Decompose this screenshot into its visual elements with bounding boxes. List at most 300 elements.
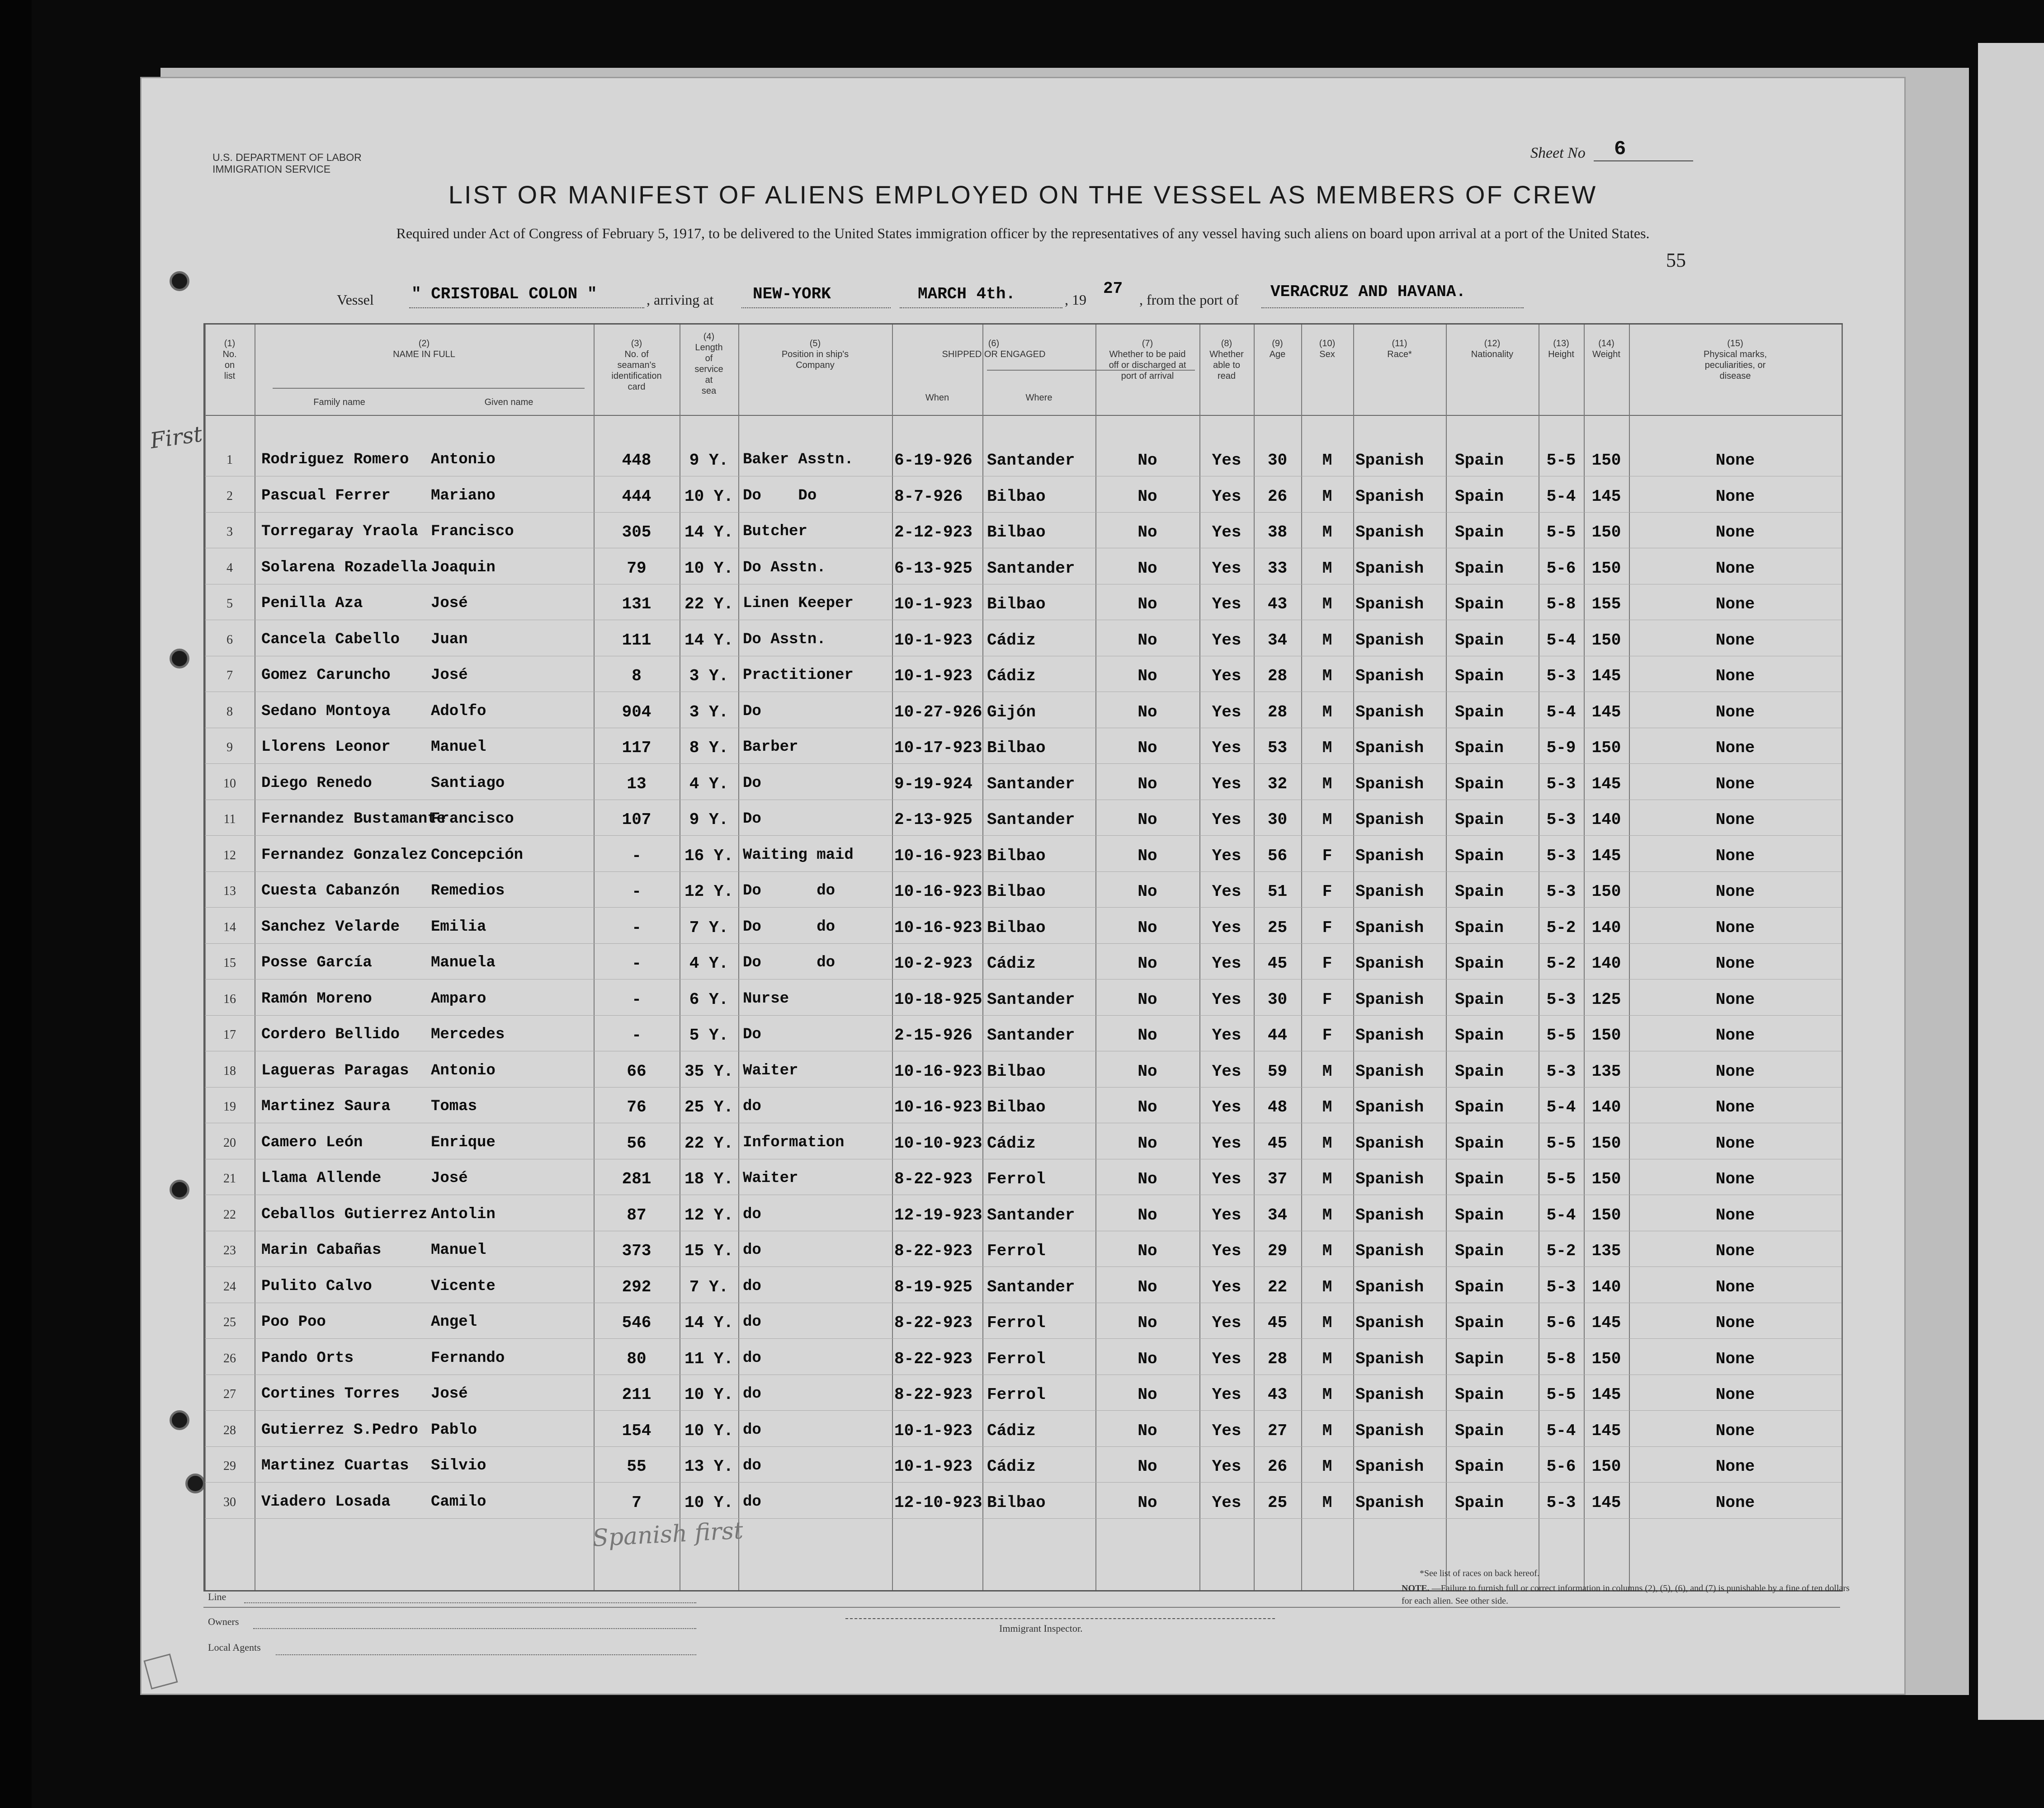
table-cell-sex: M — [1322, 739, 1332, 757]
table-cell-when: 10-17-923 — [894, 739, 982, 757]
table-cell-when: 12-10-923 — [894, 1493, 982, 1512]
table-cell-paid: No — [1138, 1062, 1157, 1081]
table-cell-height: 5-2 — [1546, 918, 1576, 937]
table-cell-family: Pando Orts — [261, 1349, 354, 1367]
table-cell-service: 12 Y. — [684, 882, 734, 901]
arriving-port: NEW-YORK — [753, 285, 831, 303]
table-cell-given: Francisco — [431, 523, 514, 540]
table-cell-position: do — [743, 1277, 761, 1295]
table-cell-card: 80 — [627, 1349, 647, 1368]
table-cell-when: 10-16-923 — [894, 882, 982, 901]
stamp-55: 55 — [1666, 249, 1686, 271]
table-cell-marks: None — [1715, 990, 1755, 1009]
table-cell-card: - — [632, 882, 642, 901]
table-cell-card: - — [632, 954, 642, 973]
table-cell-paid: No — [1138, 523, 1157, 541]
table-cell-position: Butcher — [743, 523, 807, 540]
arriving-label: , arriving at — [647, 292, 714, 308]
table-cell-service: 9 Y. — [689, 810, 729, 829]
table-cell-marks: None — [1715, 1457, 1755, 1476]
table-cell-weight: 145 — [1591, 1493, 1621, 1512]
table-cell-read: Yes — [1212, 1314, 1242, 1332]
table-cell-card: 546 — [622, 1314, 651, 1332]
vessel-label: Vessel — [337, 292, 374, 308]
table-cell-sex: M — [1322, 774, 1332, 793]
table-cell-given: José — [431, 1170, 468, 1187]
table-cell-race: Spanish — [1355, 451, 1424, 470]
table-cell-marks: None — [1715, 631, 1755, 650]
table-cell-read: Yes — [1212, 451, 1242, 470]
col-header-read: (8) Whether able to read — [1209, 339, 1244, 381]
table-cell-sex: M — [1322, 1493, 1332, 1512]
table-cell-given: Concepción — [431, 846, 524, 864]
table-cell-sex: F — [1322, 846, 1332, 865]
table-cell-race: Spanish — [1355, 1277, 1424, 1296]
table-cell-given: José — [431, 667, 468, 684]
table-cell-family: Ramón Moreno — [261, 990, 372, 1008]
table-cell-service: 4 Y. — [689, 954, 729, 973]
table-cell-given: José — [431, 1385, 468, 1403]
table-cell-family: Cordero Bellido — [261, 1026, 400, 1043]
table-cell-position: Do Asstn. — [743, 559, 826, 576]
table-cell-service: 10 Y. — [684, 559, 734, 578]
table-cell-marks: None — [1715, 954, 1755, 973]
table-cell-race: Spanish — [1355, 1493, 1424, 1512]
table-cell-family: Viadero Losada — [261, 1493, 391, 1511]
table-cell-race: Spanish — [1355, 1170, 1424, 1188]
table-cell-read: Yes — [1212, 667, 1242, 685]
table-cell-height: 5-3 — [1546, 810, 1576, 829]
table-cell-service: 4 Y. — [689, 774, 729, 793]
table-cell-family: Rodriguez Romero — [261, 451, 409, 468]
table-cell-no: 7 — [227, 669, 233, 683]
table-cell-height: 5-3 — [1546, 1062, 1576, 1081]
table-cell-sex: M — [1322, 667, 1332, 685]
table-cell-marks: None — [1715, 702, 1755, 721]
table-cell-card: 76 — [627, 1098, 647, 1116]
col-header-nationality: (12) Nationality — [1471, 339, 1514, 359]
col-header-height: (13) Height — [1548, 339, 1574, 359]
table-cell-weight: 140 — [1591, 954, 1621, 973]
table-cell-position: Do do — [743, 954, 836, 971]
table-cell-where: Bilbao — [987, 846, 1046, 865]
table-cell-when: 8-22-923 — [894, 1385, 972, 1404]
table-cell-no: 18 — [223, 1064, 236, 1078]
table-cell-no: 13 — [223, 884, 236, 898]
footer-agents-field — [276, 1654, 696, 1655]
table-cell-when: 10-1-923 — [894, 1457, 972, 1476]
table-cell-read: Yes — [1212, 954, 1242, 973]
table-cell-given: Fernando — [431, 1349, 505, 1367]
table-cell-given: Juan — [431, 631, 468, 648]
table-cell-when: 2-13-925 — [894, 810, 972, 829]
table-cell-weight: 145 — [1591, 667, 1621, 685]
table-cell-read: Yes — [1212, 739, 1242, 757]
table-cell-when: 2-12-923 — [894, 523, 972, 541]
table-cell-height: 5-6 — [1546, 1457, 1576, 1476]
table-cell-no: 8 — [227, 704, 233, 719]
table-cell-given: José — [431, 595, 468, 612]
sheet-no-value: 6 — [1614, 138, 1626, 160]
table-cell-age: 33 — [1267, 559, 1288, 578]
table-cell-marks: None — [1715, 1385, 1755, 1404]
table-cell-nat: Spain — [1455, 1205, 1504, 1224]
table-cell-read: Yes — [1212, 1242, 1242, 1260]
row-rule — [205, 907, 1841, 908]
table-cell-age: 43 — [1267, 1385, 1288, 1404]
table-cell-where: Bilbao — [987, 523, 1046, 541]
table-cell-nat: Spain — [1455, 1134, 1504, 1153]
table-cell-where: Bilbao — [987, 1098, 1046, 1116]
table-cell-nat: Spain — [1455, 1314, 1504, 1332]
table-cell-race: Spanish — [1355, 1026, 1424, 1045]
table-cell-nat: Spain — [1455, 739, 1504, 757]
table-cell-read: Yes — [1212, 846, 1242, 865]
table-cell-given: Camilo — [431, 1493, 486, 1511]
table-cell-weight: 150 — [1591, 739, 1621, 757]
table-cell-service: 11 Y. — [684, 1349, 734, 1368]
table-cell-card: 8 — [632, 667, 642, 685]
table-cell-nat: Spain — [1455, 595, 1504, 613]
table-cell-family: Pascual Ferrer — [261, 487, 391, 504]
table-cell-service: 3 Y. — [689, 702, 729, 721]
table-cell-service: 12 Y. — [684, 1205, 734, 1224]
table-cell-paid: No — [1138, 1457, 1157, 1476]
table-cell-race: Spanish — [1355, 954, 1424, 973]
col-header-when: When — [925, 393, 949, 403]
table-cell-age: 45 — [1267, 954, 1288, 973]
table-cell-family: Poo Poo — [261, 1314, 326, 1331]
table-cell-marks: None — [1715, 523, 1755, 541]
table-cell-race: Spanish — [1355, 1385, 1424, 1404]
table-cell-marks: None — [1715, 774, 1755, 793]
sheet-no-line — [1594, 160, 1693, 161]
table-cell-age: 25 — [1267, 918, 1288, 937]
table-cell-given: Tomas — [431, 1098, 477, 1115]
table-cell-family: Lagueras Paragas — [261, 1062, 409, 1079]
table-cell-height: 5-3 — [1546, 1277, 1576, 1296]
table-cell-when: 8-22-923 — [894, 1314, 972, 1332]
table-cell-no: 21 — [223, 1172, 236, 1186]
row-rule — [205, 943, 1841, 944]
table-cell-when: 10-16-923 — [894, 846, 982, 865]
table-cell-family: Gomez Caruncho — [261, 667, 391, 684]
table-cell-service: 14 Y. — [684, 1314, 734, 1332]
table-cell-age: 30 — [1267, 451, 1288, 470]
table-cell-paid: No — [1138, 559, 1157, 578]
table-cell-weight: 145 — [1591, 846, 1621, 865]
handwritten-spanish-first: Spanish first — [591, 1517, 744, 1552]
table-cell-no: 23 — [223, 1243, 236, 1257]
table-cell-family: Ceballos Gutierrez — [261, 1205, 428, 1223]
row-rule — [205, 871, 1841, 872]
table-cell-nat: Spain — [1455, 954, 1504, 973]
table-cell-paid: No — [1138, 846, 1157, 865]
table-cell-nat: Spain — [1455, 1493, 1504, 1512]
footer-line-field — [244, 1602, 696, 1603]
col-header-card: (3) No. of seaman's identification card — [611, 339, 662, 392]
table-cell-where: Santander — [987, 559, 1075, 578]
col-border — [1353, 325, 1354, 1590]
table-cell-card: 281 — [622, 1170, 651, 1188]
table-cell-read: Yes — [1212, 990, 1242, 1009]
table-cell-nat: Spain — [1455, 559, 1504, 578]
table-cell-height: 5-4 — [1546, 487, 1576, 506]
table-cell-where: Santander — [987, 451, 1075, 470]
col-border — [982, 325, 983, 1590]
table-cell-nat: Spain — [1455, 1421, 1504, 1440]
table-cell-read: Yes — [1212, 595, 1242, 613]
table-cell-when: 9-19-924 — [894, 774, 972, 793]
table-cell-given: Emilia — [431, 918, 486, 936]
table-cell-sex: M — [1322, 1098, 1332, 1116]
col-header-sex: (10) Sex — [1319, 339, 1336, 359]
table-cell-age: 51 — [1267, 882, 1288, 901]
table-cell-family: Pulito Calvo — [261, 1277, 372, 1295]
table-cell-height: 5-5 — [1546, 451, 1576, 470]
table-cell-card: 7 — [632, 1493, 642, 1512]
table-cell-no: 28 — [223, 1423, 236, 1437]
col-header-race: (11) Race* — [1387, 339, 1412, 359]
table-cell-nat: Spain — [1455, 1098, 1504, 1116]
table-cell-when: 6-19-926 — [894, 451, 972, 470]
table-cell-read: Yes — [1212, 1134, 1242, 1153]
table-cell-paid: No — [1138, 954, 1157, 973]
table-cell-card: 79 — [627, 559, 647, 578]
table-cell-paid: No — [1138, 1421, 1157, 1440]
table-cell-read: Yes — [1212, 918, 1242, 937]
footer-line-label: Line — [208, 1591, 227, 1602]
table-cell-nat: Spain — [1455, 846, 1504, 865]
table-cell-service: 15 Y. — [684, 1242, 734, 1260]
table-cell-height: 5-4 — [1546, 1205, 1576, 1224]
table-cell-card: 66 — [627, 1062, 647, 1081]
table-cell-position: Do do — [743, 918, 836, 936]
table-cell-family: Solarena Rozadella — [261, 559, 428, 576]
table-cell-sex: M — [1322, 523, 1332, 541]
table-cell-race: Spanish — [1355, 702, 1424, 721]
table-cell-position: Waiter — [743, 1062, 798, 1079]
table-cell-nat: Spain — [1455, 451, 1504, 470]
arrival-date: MARCH 4th. — [918, 285, 1016, 303]
table-cell-no: 2 — [227, 489, 233, 503]
table-cell-card: 305 — [622, 523, 651, 541]
table-cell-marks: None — [1715, 1134, 1755, 1153]
table-cell-age: 34 — [1267, 1205, 1288, 1224]
table-cell-position: Do Do — [743, 487, 817, 504]
table-cell-given: Manuel — [431, 1242, 486, 1259]
table-cell-age: 25 — [1267, 1493, 1288, 1512]
table-cell-where: Bilbao — [987, 918, 1046, 937]
table-cell-family: Cuesta Cabanzón — [261, 882, 400, 899]
table-cell-position: Nurse — [743, 990, 789, 1008]
table-cell-family: Diego Renedo — [261, 774, 372, 792]
table-cell-paid: No — [1138, 990, 1157, 1009]
table-cell-position: Practitioner — [743, 667, 854, 684]
table-cell-age: 28 — [1267, 667, 1288, 685]
row-rule — [205, 1482, 1841, 1483]
table-cell-paid: No — [1138, 702, 1157, 721]
table-cell-weight: 150 — [1591, 1457, 1621, 1476]
table-cell-when: 10-16-923 — [894, 1062, 982, 1081]
table-cell-paid: No — [1138, 1170, 1157, 1188]
table-cell-age: 22 — [1267, 1277, 1288, 1296]
table-cell-age: 53 — [1267, 739, 1288, 757]
row-rule — [205, 1518, 1841, 1519]
table-cell-position: do — [743, 1098, 761, 1115]
table-cell-position: Do — [743, 702, 761, 720]
table-cell-paid: No — [1138, 1098, 1157, 1116]
table-cell-card: 87 — [627, 1205, 647, 1224]
table-cell-height: 5-4 — [1546, 1421, 1576, 1440]
table-cell-card: 292 — [622, 1277, 651, 1296]
table-cell-service: 3 Y. — [689, 667, 729, 685]
table-cell-height: 5-5 — [1546, 523, 1576, 541]
table-cell-read: Yes — [1212, 1098, 1242, 1116]
page-subtitle: Required under Act of Congress of February 5, 1917, to be delivered to the United States immigration officer by the representatives of any vessel having such aliens on board upon arrival at a port of the United States. — [396, 225, 1650, 241]
table-cell-weight: 150 — [1591, 1170, 1621, 1188]
table-cell-height: 5-6 — [1546, 559, 1576, 578]
table-cell-position: Do — [743, 1026, 761, 1043]
from-line — [1261, 307, 1524, 308]
table-cell-family: Fernandez Gonzalez — [261, 846, 428, 864]
table-cell-position: do — [743, 1205, 761, 1223]
table-cell-age: 28 — [1267, 1349, 1288, 1368]
table-cell-age: 44 — [1267, 1026, 1288, 1045]
col-border — [892, 325, 893, 1590]
table-cell-family: Fernandez Bustamante — [261, 810, 446, 828]
table-cell-where: Cádiz — [987, 1421, 1036, 1440]
table-cell-service: 18 Y. — [684, 1170, 734, 1188]
table-cell-sex: M — [1322, 1170, 1332, 1188]
table-cell-card: 111 — [622, 631, 651, 650]
footer-owners-label: Owners — [208, 1616, 239, 1627]
table-cell-race: Spanish — [1355, 1205, 1424, 1224]
table-cell-height: 5-8 — [1546, 595, 1576, 613]
table-cell-no: 27 — [223, 1387, 236, 1401]
table-cell-position: Do — [743, 810, 761, 828]
table-cell-read: Yes — [1212, 523, 1242, 541]
table-cell-age: 37 — [1267, 1170, 1288, 1188]
table-cell-where: Gijón — [987, 702, 1036, 721]
col-header-weight: (14) Weight — [1592, 339, 1620, 359]
col-header-position: (5) Position in ship's Company — [781, 339, 849, 370]
table-cell-no: 22 — [223, 1207, 236, 1222]
table-cell-race: Spanish — [1355, 1062, 1424, 1081]
table-cell-nat: Spain — [1455, 1277, 1504, 1296]
table-cell-height: 5-4 — [1546, 702, 1576, 721]
table-cell-given: Antonio — [431, 451, 496, 468]
table-cell-given: Joaquin — [431, 559, 496, 576]
table-cell-position: Do Asstn. — [743, 631, 826, 648]
table-cell-given: Antonio — [431, 1062, 496, 1079]
table-cell-sex: F — [1322, 882, 1332, 901]
from-label: , from the port of — [1139, 292, 1239, 308]
table-cell-paid: No — [1138, 1026, 1157, 1045]
table-cell-marks: None — [1715, 1026, 1755, 1045]
table-cell-family: Camero León — [261, 1134, 363, 1151]
table-cell-service: 10 Y. — [684, 1493, 734, 1512]
row-rule — [205, 835, 1841, 836]
table-cell-nat: Spain — [1455, 487, 1504, 506]
table-cell-paid: No — [1138, 451, 1157, 470]
table-cell-marks: None — [1715, 918, 1755, 937]
note-text: —Failure to furnish full or correct information in columns (2), (5), (6), and (7) is punishable by a fine of ten dollars for each alien. See other side. — [1402, 1583, 1850, 1606]
binder-hole — [170, 1180, 189, 1200]
table-cell-race: Spanish — [1355, 882, 1424, 901]
table-cell-marks: None — [1715, 1349, 1755, 1368]
table-cell-service: 7 Y. — [689, 1277, 729, 1296]
table-cell-age: 32 — [1267, 774, 1288, 793]
table-cell-sex: M — [1322, 1242, 1332, 1260]
col-header-name: (2) NAME IN FULL — [393, 339, 455, 359]
table-cell-sex: F — [1322, 1026, 1332, 1045]
table-cell-card: 373 — [622, 1242, 651, 1260]
table-cell-no: 6 — [227, 632, 233, 647]
table-cell-card: 13 — [627, 774, 647, 793]
table-cell-position: Barber — [743, 739, 798, 756]
table-cell-paid: No — [1138, 1277, 1157, 1296]
col-header-shipped: (6) SHIPPED OR ENGAGED — [942, 339, 1046, 359]
table-cell-when: 10-10-923 — [894, 1134, 982, 1153]
table-cell-service: 22 Y. — [684, 1134, 734, 1153]
table-cell-paid: No — [1138, 739, 1157, 757]
table-cell-when: 10-16-923 — [894, 918, 982, 937]
table-cell-given: Mercedes — [431, 1026, 505, 1043]
crew-table — [203, 323, 1843, 1591]
table-cell-height: 5-2 — [1546, 954, 1576, 973]
table-cell-read: Yes — [1212, 1170, 1242, 1188]
table-cell-marks: None — [1715, 595, 1755, 613]
table-cell-weight: 135 — [1591, 1242, 1621, 1260]
table-cell-card: 904 — [622, 702, 651, 721]
table-cell-family: Martinez Cuartas — [261, 1457, 409, 1474]
table-cell-height: 5-3 — [1546, 990, 1576, 1009]
table-cell-position: Linen Keeper — [743, 595, 854, 612]
table-cell-paid: No — [1138, 1385, 1157, 1404]
table-cell-given: Mariano — [431, 487, 496, 504]
col-header-family: Family name — [313, 397, 365, 407]
table-cell-given: Enrique — [431, 1134, 496, 1151]
table-cell-race: Spanish — [1355, 523, 1424, 541]
table-cell-where: Santander — [987, 774, 1075, 793]
corner-tab — [143, 1653, 178, 1690]
table-cell-nat: Spain — [1455, 667, 1504, 685]
table-cell-when: 10-27-926 — [894, 702, 982, 721]
table-cell-family: Marin Cabañas — [261, 1242, 382, 1259]
table-cell-family: Sanchez Velarde — [261, 918, 400, 936]
table-cell-when: 8-19-925 — [894, 1277, 972, 1296]
table-cell-card: 107 — [622, 810, 651, 829]
table-cell-where: Cádiz — [987, 1134, 1036, 1153]
table-cell-given: Francisco — [431, 810, 514, 828]
table-cell-race: Spanish — [1355, 1134, 1424, 1153]
table-cell-given: Adolfo — [431, 702, 486, 720]
table-cell-age: 30 — [1267, 810, 1288, 829]
table-cell-nat: Spain — [1455, 702, 1504, 721]
table-cell-card: 154 — [622, 1421, 651, 1440]
table-cell-when: 2-15-926 — [894, 1026, 972, 1045]
table-cell-paid: No — [1138, 1242, 1157, 1260]
table-cell-weight: 140 — [1591, 810, 1621, 829]
table-cell-paid: No — [1138, 774, 1157, 793]
col-border — [1446, 325, 1447, 1590]
table-cell-weight: 125 — [1591, 990, 1621, 1009]
table-cell-where: Cádiz — [987, 631, 1036, 650]
table-cell-race: Spanish — [1355, 810, 1424, 829]
table-cell-service: 6 Y. — [689, 990, 729, 1009]
table-cell-age: 38 — [1267, 523, 1288, 541]
